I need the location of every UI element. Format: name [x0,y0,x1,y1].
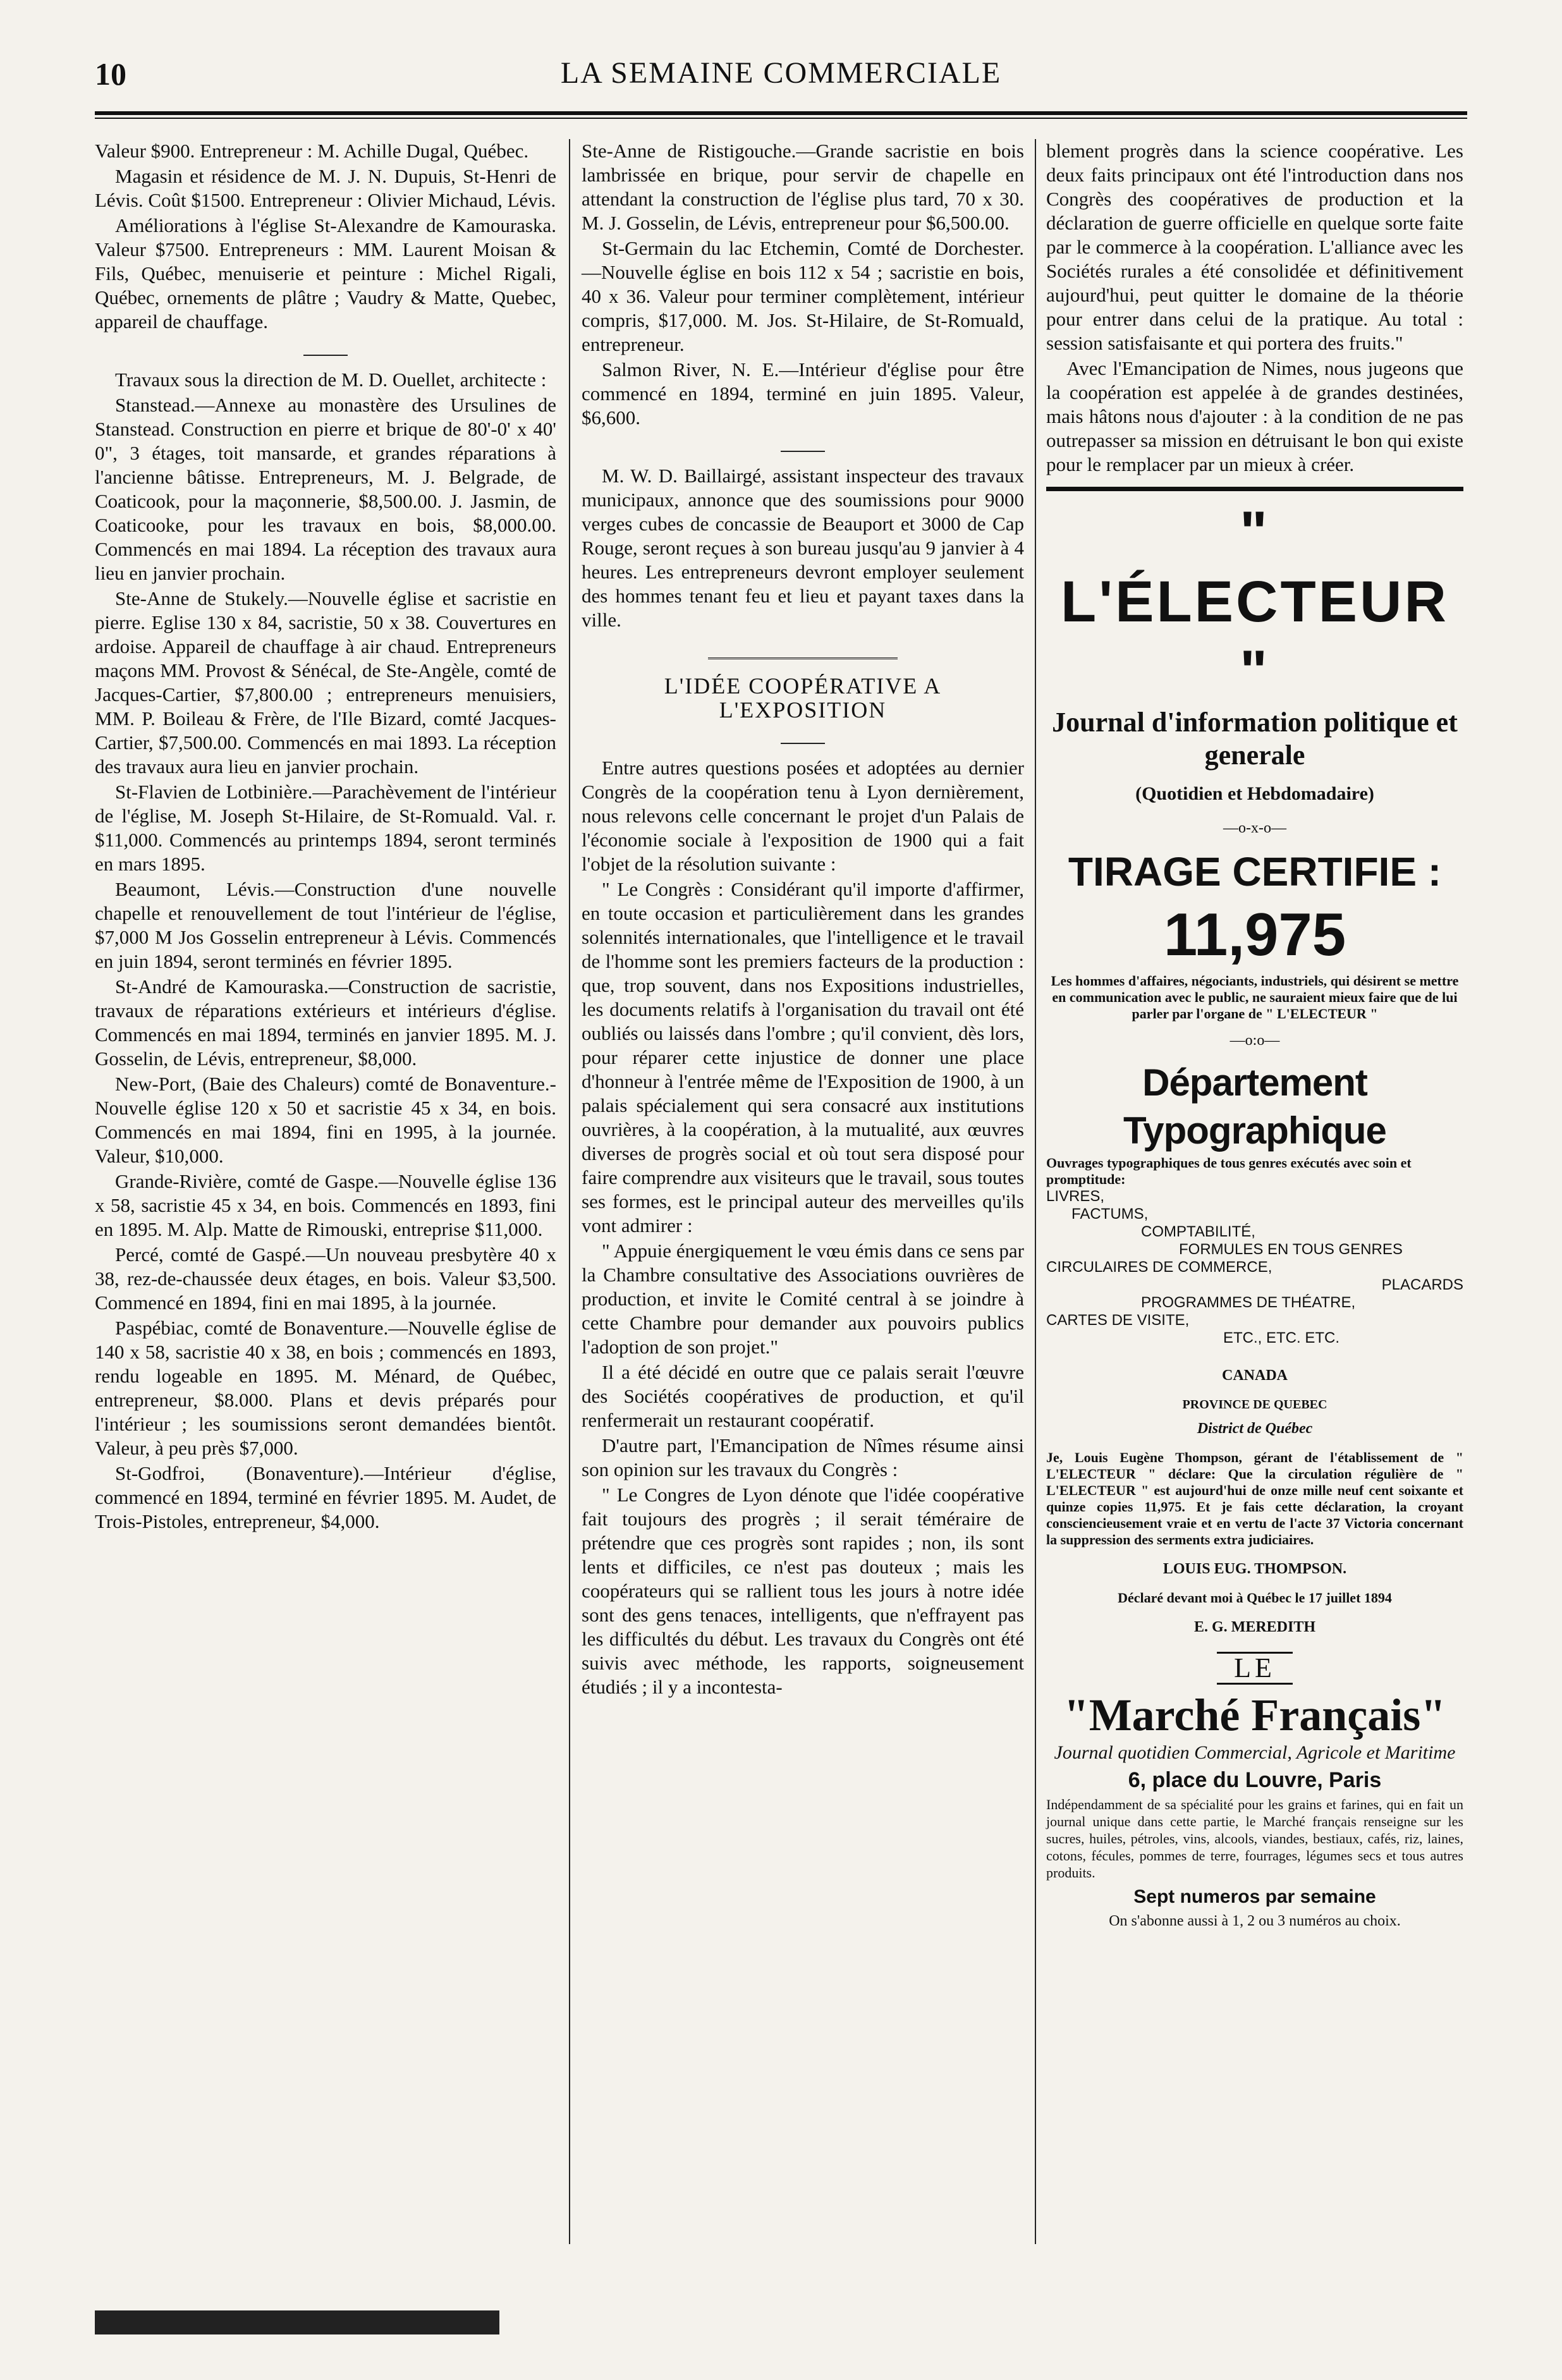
section-title: L'IDÉE COOPÉRATIVE A L'EXPOSITION [664,673,942,723]
canada-label: CANADA [1222,1367,1288,1384]
paragraph: St-Flavien de Lotbinière.—Parachèvement de l'intérieur de l'église, M. Joseph St-Hilaire, de St-Romuald. Val. r. $11,000. Commencés au printemps 1894, seront terminés en mars 1895. [95,781,556,875]
paragraph: Travaux sous la direction de M. D. Ouellet, architecte : [115,369,547,391]
paragraph: Paspébiac, comté de Bonaventure.—Nouvelle église de 140 x 58, sacristie 40 x 38, en bois ; commencés en 1893, rendu logeable en 1895. M. Ménard, de Québec, entrepreneur, $8.000. Plans et devis préparés pour l'intérieur ; les soumissions seront demandées bientôt. Valeur, à peu près $7,000. [95,1317,556,1459]
signature: LOUIS EUG. THOMPSON. [1162,1561,1347,1577]
declared-before: Déclaré devant moi à Québec le 17 juillet 1894 [1118,1590,1392,1606]
paragraph: St-Germain du lac Etchemin, Comté de Dorchester.—Nouvelle église en bois 112 x 54 ; sacristie en bois, 40 x 36. Valeur pour terminer complètement, intérieur compris, $17,000. M. Jos. St-Hilaire, de St-Romuald, entrepreneur. [582,237,1024,355]
column-rule-2 [1035,139,1036,2244]
paragraph: Améliorations à l'église St-Alexandre de Kamouraska. Valeur $7500. Entrepreneurs : MM. Laurent Moisan & Fils, Québec, menuiserie et peinture : Michel Rigali, Québec, ornements de plâtre ; Vaudry & Matte, Quebec, appareil de chauffage. [95,214,556,333]
paragraph: Percé, comté de Gaspé.—Un nouveau presbytère 40 x 38, rez-de-chaussée deux étages, en bois. Valeur $3,500. Commencé en 1894, fini en mai 1895, à la journée. [95,1243,556,1314]
separator [582,727,1024,751]
electeur-frequency: (Quotidien et Hebdomadaire) [1135,783,1374,804]
paragraph: Valeur $900. Entrepreneur : M. Achille Dugal, Québec. [95,140,529,162]
tirage-number: 11,975 [1163,901,1346,968]
list-item: COMPTABILITÉ, [1141,1223,1255,1240]
paragraph: Il a été décidé en outre que ce palais serait l'œuvre des Sociétés coopératives de production, et qu'il renfermerait un restaurant coopératif. [582,1361,1024,1431]
separator [582,435,1024,459]
journal-title: LA SEMAINE COMMERCIALE [560,56,1002,90]
district-label: District de Québec [1197,1420,1313,1437]
separator [95,339,556,363]
paragraph: Grande-Rivière, comté de Gaspe.—Nouvelle église 136 x 58, sacristie 45 x 34, en bois. Commencés en 1893, fini en 1895. M. Alp. Matte de Rimouski, entreprise $11,000. [95,1170,556,1240]
list-item: CIRCULAIRES DE COMMERCE, [1046,1259,1272,1276]
paragraph: Entre autres questions posées et adoptées au dernier Congrès de la coopération tenu à Lyon dernièrement, nous relevons celle concernant le projet d'un Palais de l'économie sociale à l'exposition de 1900 qui a fait l'objet de la résolution suivante : [582,757,1024,875]
departement-subtitle: Ouvrages typographiques de tous genres exécutés avec soin et promptitude: [1046,1155,1412,1187]
services-list [1046,1188,1463,1347]
column-2 [582,139,1024,1700]
paragraph: St-Godfroi, (Bonaventure).—Intérieur d'église, commencé en 1894, terminé en février 1895. M. Audet, de Trois-Pistoles, entrepreneur, $4,000. [95,1462,556,1532]
marche-le: LE [1217,1652,1293,1685]
marche-body: Indépendamment de sa spécialité pour les grains et farines, qui en fait un journal unique dans cette partie, le Marché français renseigne sur les sucres, huiles, pétroles, vins, alcools, viandes, bestiaux, cafés, riz, laines, cotons, fécules, pommes de terre, fourrages, légumes secs et tous autres produits. [1046,1797,1463,1881]
column-1 [95,139,556,1535]
paragraph: " Appuie énergiquement le vœu émis dans ce sens par la Chambre consultative des Associations ouvrières de production, et invite le Comité central à se joindre à cette Chambre pour demander aux pouvoirs publics l'adoption de son projet." [582,1240,1024,1358]
paragraph: " Le Congres de Lyon dénote que l'idée coopérative fait toujours des progrès ; il serait téméraire de prétendre que ces progrès sont rapides ; non, ils sont lents et difficiles, ce n'est pas douteux ; mais les coopérateurs qui se rallient tous les jours à notre idée sont des gens tenaces, intelligents, que n'effrayent pas les difficultés du début. Les travaux du Congrès ont été suivis avec méthode, les rapports, soigneusement étudiés ; il y a incontesta- [582,1484,1024,1698]
marche-title: "Marché Français" [1063,1690,1446,1740]
header-rule-thin [95,118,1467,119]
marche-subscription: On s'abonne aussi à 1, 2 ou 3 numéros au choix. [1109,1913,1401,1929]
declaration-text: Je, Louis Eugène Thompson, gérant de l'établissement de " L'ELECTEUR " déclare: Que la circulation régulière de " L'ELECTEUR " est aujourd'hui de onze mille neuf cent soixante et quinze copies 11,975. Et je fais cette déclaration, la croyant consciencieusement vraie et en vertu de l'acte 37 Victoria concernant la suppression des serments extra judiciaires. [1046,1449,1463,1547]
masthead [95,56,1467,100]
list-item: ETC., ETC. ETC. [1223,1329,1340,1346]
paragraph: New-Port, (Baie des Chaleurs) comté de Bonaventure.- Nouvelle église 120 x 50 et sacristie 45 x 34, en bois. Commencés en mai 1894, fini en 1995, à la journée. Valeur, $10,000. [95,1073,556,1167]
ornament-rule [582,641,1024,665]
paragraph: Avec l'Emancipation de Nimes, nous jugeons que la coopération est appelée à de grandes destinées, mais hâtons nous d'ajouter : à la condition de ne pas outrepasser sa mission en détruisant le bon qui existe pour le remplacer par un mieux à créer. [1046,357,1463,475]
list-item: PLACARDS [1381,1276,1463,1293]
list-item: LIVRES, [1046,1188,1105,1205]
footer-bar [95,2310,499,2334]
electeur-title: " L'ÉLECTEUR " [1061,500,1449,704]
departement-title: Département Typographique [1123,1061,1386,1152]
paragraph: Ste-Anne de Stukely.—Nouvelle église et sacristie en pierre. Eglise 130 x 84, sacristie, 50 x 38. Couvertures en ardoise. Appareil de chauffage à air chaud. Entrepreneurs maçons MM. Provost & Sénécal, de Ste-Angèle, comté de Jacques-Cartier, $7,800.00 ; entrepreneurs menuisiers, MM. P. Boileau & Frère, de l'Ile Bizard, comté Jacques-Cartier, $7,500.00. Commencés en mai 1893. La réception des travaux aura lieu en janvier prochain. [95,587,556,778]
paragraph: Ste-Anne de Ristigouche.—Grande sacristie en bois lambrissée en brique, pour servir de chapelle en attendant la construction de l'église plus tard, 70 x 30. M. J. Gosselin, de Lévis, entrepreneur pour $6,500.00. [582,140,1024,234]
electeur-subtitle: Journal d'information politique et generale [1052,707,1458,771]
list-item: FACTUMS, [1071,1205,1149,1223]
marche-frequency: Sept numeros par semaine [1133,1886,1376,1907]
province-label: PROVINCE DE QUEBEC [1182,1398,1327,1412]
paragraph: " Le Congrès : Considérant qu'il importe d'affirmer, en toute occasion et particulièrement dans les grandes solennités internationales, que l'intelligence et le travail de l'homme sont les premiers facteurs de la production : que, trop souvent, dans nos Expositions industrielles, les documents relatifs à l'organisation du travail ont été oubliés ou laissés dans l'ombre ; qu'il convient, dès lors, pour réparer cette injustice de donner une place d'honneur à l'entrée même de l'Exposition de 1900, à un palais spécialement qui sera consacré aux institutions ouvrières, à la coopération, à la mutualité, aux œuvres diverses de progrès social et où tout sera disposé pour faire comprendre aux visiteurs que le travail, sous toutes ses formes, est le principal auteur des merveilles qu'ils vont admirer : [582,878,1024,1236]
paragraph: M. W. D. Baillairgé, assistant inspecteur des travaux municipaux, annonce que des soumissions pour 9000 verges cubes de concassie de Beauport et 3000 de Cap Rouge, seront reçues à son bureau jusqu'au 9 janvier à 4 heures. Les entrepreneurs devront employer seulement des hommes tenant feu et lieu et payant taxes dans la ville. [582,465,1024,631]
column-3 [1046,139,1463,1933]
paragraph: Salmon River, N. E.—Intérieur d'église pour être commencé en 1894, terminé en juin 1895. Valeur, $6,600. [582,358,1024,429]
witness-name: E. G. MEREDITH [1193,1619,1316,1635]
paragraph: blement progrès dans la science coopérative. Les deux faits principaux ont été l'introduction dans nos Congrès des coopératives de production et la déclaration de guerre officielle en quelque sorte faite par le commerce à la coopération. L'alliance avec les Sociétés rurales a été consolidée et définitivement aujourd'hui, peut quitter le domaine de la théorie pour entrer dans celui de la pratique. Au total : session satisfaisante et qui portera des fruits." [1046,140,1463,354]
marche-address: 6, place du Louvre, Paris [1128,1768,1382,1792]
marche-subtitle: Journal quotidien Commercial, Agricole et Maritime [1054,1742,1456,1763]
ornament: —o-x-o— [1223,820,1286,836]
column-rule-1 [569,139,570,2244]
list-item: PROGRAMMES DE THÉATRE, [1141,1294,1356,1311]
paragraph: Magasin et résidence de M. J. N. Dupuis, St-Henri de Lévis. Coût $1500. Entrepreneur : Olivier Michaud, Lévis. [95,165,556,211]
paragraph: Stanstead.—Annexe au monastère des Ursulines de Stanstead. Construction en pierre et brique de 80'-0' x 40' 0", 3 étages, toit mansarde, et grandes réparations à l'ancienne bâtisse. Entrepreneurs, M. J. Belgrade, de Coaticook, pour la maçonnerie, $8,500.00. J. Jasmin, de Coaticooke, pour les travaux en bois, $8,000.00. Commencés en mai 1894. La réception des travaux aura lieu en janvier prochain. [95,394,556,584]
marche-francais-advertisement [1046,1652,1463,1933]
electeur-advertisement [1046,497,1463,1639]
advertisement-rule [1046,487,1463,491]
electeur-note: Les hommes d'affaires, négociants, industriels, qui désirent se mettre en communication avec le public, ne sauraient mieux faire que de lui parler par l'organe de " L'ELECTEUR " [1051,973,1459,1022]
paragraph: Beaumont, Lévis.—Construction d'une nouvelle chapelle et renouvellement de tout l'intérieur de l'église, $7,000 M Jos Gosselin entrepreneur à Lévis. Commencés en juin 1894, seront terminés en février 1895. [95,878,556,972]
list-item: CARTES DE VISITE, [1046,1312,1190,1329]
paragraph: D'autre part, l'Emancipation de Nîmes résume ainsi son opinion sur les travaux du Congrès : [582,1434,1024,1480]
ornament: —o:o— [1229,1032,1280,1049]
page-number: 10 [95,56,126,92]
list-item: FORMULES EN TOUS GENRES [1179,1241,1403,1258]
header-rule [95,111,1467,115]
paragraph: St-André de Kamouraska.—Construction de sacristie, travaux de réparations extérieurs et intérieurs d'église. Commencés en mai 1894, terminés en janvier 1895. M. J. Gosselin, de Lévis, entrepreneur, $8,000. [95,975,556,1070]
tirage-label: TIRAGE CERTIFIE : [1068,849,1442,894]
